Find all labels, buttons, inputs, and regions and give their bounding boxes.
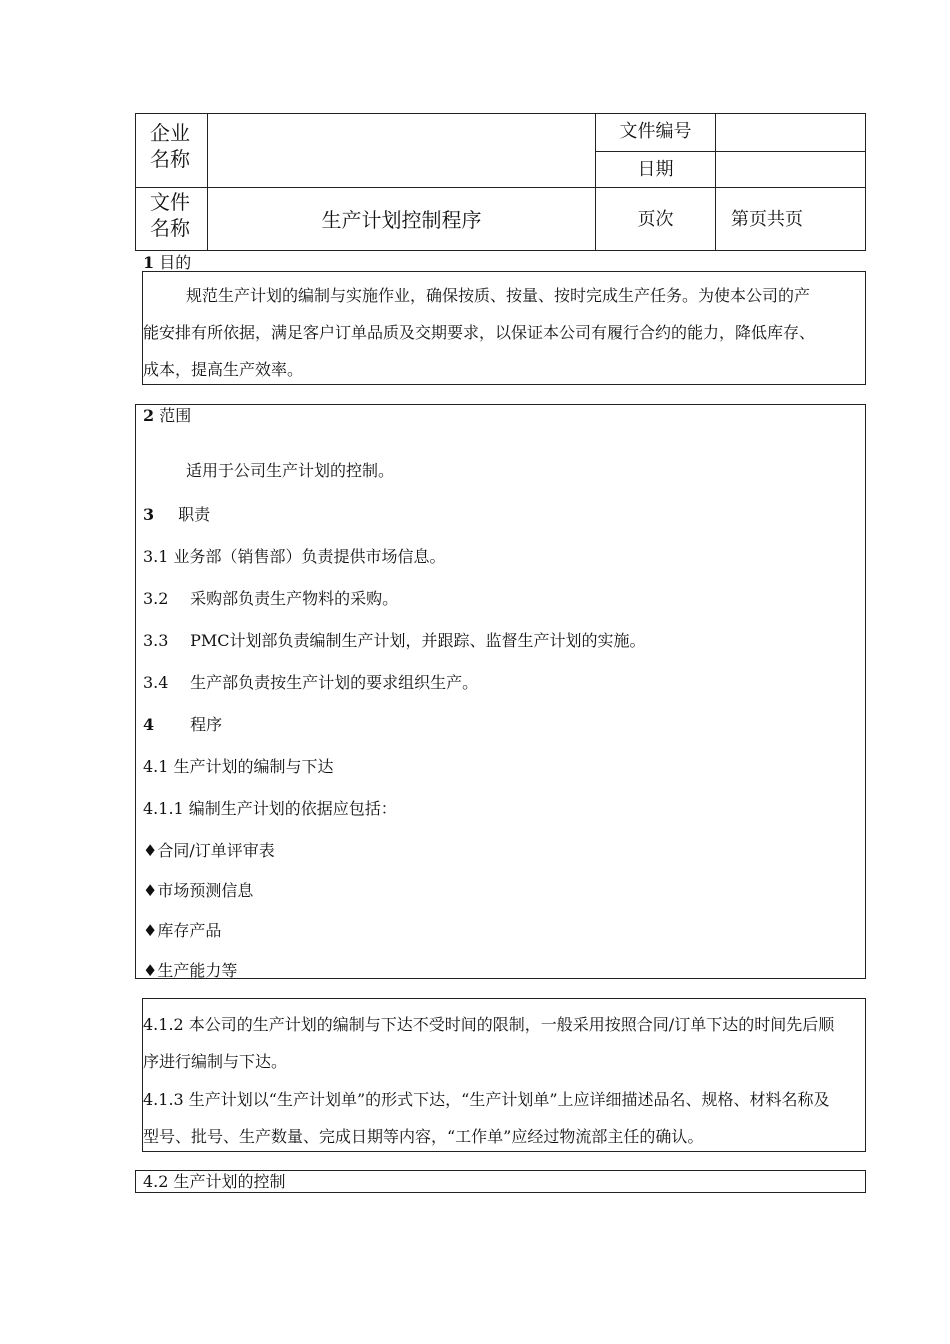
section-heading-procedure (143, 714, 222, 736)
subsection-4-1-1: 4.1.1 编制生产计划的依据应包括： (143, 799, 397, 818)
section-number: 4 (143, 715, 155, 734)
section-number: 1 (143, 253, 155, 272)
header-divider (135, 187, 866, 188)
section-title: 目的 (159, 253, 192, 272)
section-heading-duties (143, 504, 210, 526)
subsection-4-1-2-line: 序进行编制与下达。 (143, 1052, 288, 1071)
duty-number: 3.1 (143, 547, 169, 566)
duty-item (143, 630, 646, 652)
date-label: 日期 (637, 159, 674, 180)
company-name-label: 企业 名称 (150, 121, 190, 171)
duty-item (143, 672, 478, 694)
duty-text: 业务部（销售部）负责提供市场信息。 (173, 547, 446, 566)
subsection-4-1: 4.1 生产计划的编制与下达 (143, 757, 334, 776)
duty-item (143, 588, 398, 610)
purpose-line: 成本，提高生产效率。 (143, 360, 304, 379)
bullet-item: ♦市场预测信息 (143, 881, 254, 900)
page-label: 页次 (637, 209, 674, 230)
purpose-line: 能安排有所依据，满足客户订单品质及交期要求，以保证本公司有履行合约的能力，降低库存、 (143, 323, 816, 342)
subsection-4-2: 4.2 生产计划的控制 (143, 1172, 286, 1191)
bullet-item: ♦生产能力等 (143, 961, 238, 980)
duty-number: 3.3 (143, 631, 169, 650)
purpose-line: 规范生产计划的编制与实施作业，确保按质、按量、按时完成生产任务。为使本公司的产 (186, 286, 811, 305)
header-divider (715, 113, 716, 251)
doc-title: 生产计划控制程序 (321, 208, 482, 232)
page-value: 第页共页 (731, 209, 803, 230)
duty-number: 3.2 (143, 589, 169, 608)
doc-name-label: 文件 名称 (150, 190, 190, 240)
duty-text: 采购部负责生产物料的采购。 (190, 589, 399, 608)
duty-text: 生产部负责按生产计划的要求组织生产。 (190, 673, 479, 692)
duty-item (143, 546, 446, 568)
section-title: 范围 (159, 406, 192, 425)
bullet-item: ♦合同/订单评审表 (143, 841, 275, 860)
subsection-4-1-3-line: 型号、批号、生产数量、完成日期等内容，“工作单”应经过物流部主任的确认。 (143, 1127, 704, 1146)
duty-number: 3.4 (143, 673, 169, 692)
subsection-4-1-3-line: 4.1.3 生产计划以“生产计划单”的形式下达，“生产计划单”上应详细描述品名、规格、材料名称及 (143, 1090, 830, 1109)
bullet-item: ♦库存产品 (143, 921, 222, 940)
section-title: 职责 (178, 505, 211, 524)
doc-number-label: 文件编号 (619, 121, 692, 142)
section-number: 2 (143, 406, 155, 425)
section-number: 3 (143, 505, 155, 524)
subsection-4-1-2-line: 4.1.2 本公司的生产计划的编制与下达不受时间的限制，一般采用按照合同/订单下达的时间先后顺 (143, 1015, 835, 1034)
scope-text: 适用于公司生产计划的控制。 (186, 461, 395, 480)
section-heading-scope (143, 405, 191, 427)
section-title: 程序 (190, 715, 223, 734)
duty-text: PMC计划部负责编制生产计划，并跟踪、监督生产计划的实施。 (190, 631, 646, 650)
header-divider (595, 151, 866, 152)
